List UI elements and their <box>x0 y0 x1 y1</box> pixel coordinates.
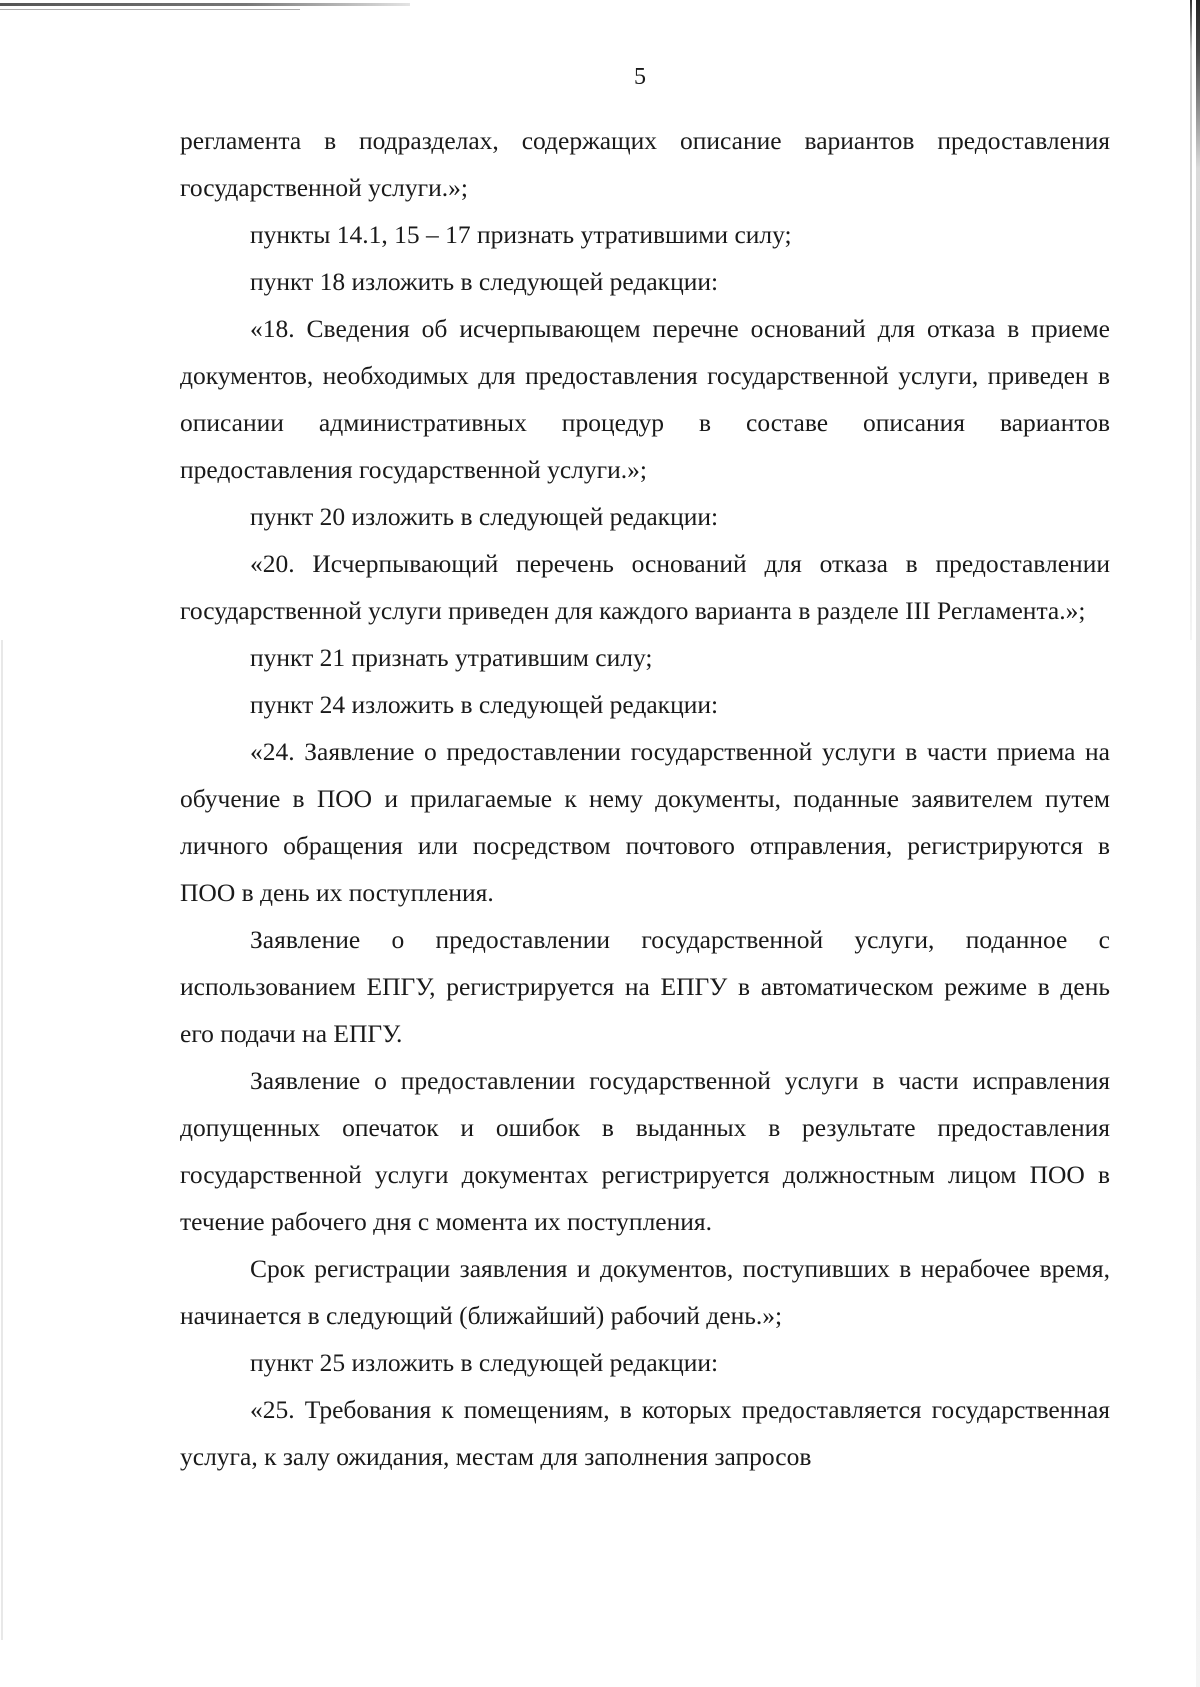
page-number: 5 <box>634 64 646 90</box>
scan-artifact-top-line-thin <box>0 9 300 10</box>
paragraph-items-14-17-void: пункты 14.1, 15 – 17 признать утратившими силу; <box>250 220 792 249</box>
paragraph-item-24-nonworking-time: Срок регистрации заявления и документов, поступивших в нерабочее время, начинается в следующий (ближайший) рабочий день.»; <box>180 1254 1110 1330</box>
scan-artifact-right-edge-inner <box>1190 0 1192 640</box>
scan-artifact-left-edge <box>1 640 3 1640</box>
paragraph-item-24-intro: пункт 24 изложить в следующей редакции: <box>250 690 719 719</box>
paragraph-regulation-continuation: регламента в подразделах, содержащих описание вариантов предоставления государственной услуги.»; <box>180 126 1110 202</box>
paragraph-item-24-epgu: Заявление о предоставлении государственной услуги, поданное с использованием ЕПГУ, регистрируется на ЕПГУ в автоматическом режиме в день его подачи на ЕПГУ. <box>180 925 1110 1048</box>
paragraph-item-20-intro: пункт 20 изложить в следующей редакции: <box>250 502 719 531</box>
paragraph-item-21-void: пункт 21 признать утратившим силу; <box>250 643 653 672</box>
paragraph-item-24-text: «24. Заявление о предоставлении государственной услуги в части приема на обучение в ПОО и прилагаемые к нему документы, поданные заявителем путем личного обращения или посредством почтового отправления, регистрируются в ПОО в день их поступления. <box>180 737 1110 907</box>
document-body <box>180 117 1110 1480</box>
paragraph-item-24-corrections: Заявление о предоставлении государственной услуги в части исправления допущенных опечаток и ошибок в выданных в результате предоставления государственной услуги документах регистрируется должностным лицом ПОО в течение рабочего дня с момента их поступления. <box>180 1066 1110 1236</box>
paragraph-item-18-intro: пункт 18 изложить в следующей редакции: <box>250 267 719 296</box>
paragraph-item-18-text: «18. Сведения об исчерпывающем перечне оснований для отказа в приеме документов, необходимых для предоставления государственной услуги, приведен в описании административных процедур в составе описания вариантов предоставления государственной услуги.»; <box>180 314 1110 484</box>
scan-artifact-right-edge <box>1196 0 1200 1687</box>
paragraph-item-25-intro: пункт 25 изложить в следующей редакции: <box>250 1348 719 1377</box>
paragraph-item-20-text: «20. Исчерпывающий перечень оснований для отказа в предоставлении государственной услуги приведен для каждого варианта в разделе III Регламента.»; <box>180 549 1110 625</box>
paragraph-item-25-text: «25. Требования к помещениям, в которых предоставляется государственная услуга, к залу ожидания, местам для заполнения запросов <box>180 1395 1110 1471</box>
scan-artifact-top-line <box>0 3 410 6</box>
